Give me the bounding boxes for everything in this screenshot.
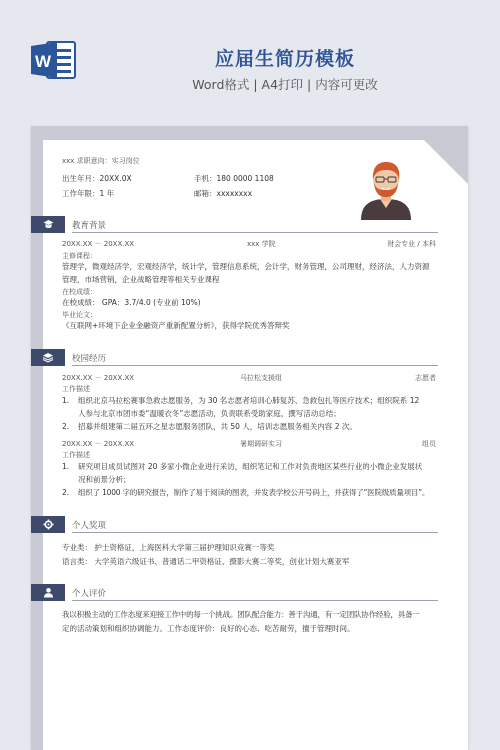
campus-2-org: 暑期调研实习: [240, 440, 282, 448]
gear-icon: [43, 519, 54, 530]
graduation-cap-icon: [43, 219, 54, 230]
page-top-bar: [43, 126, 468, 140]
awards-section-icon-box: [31, 516, 65, 533]
evaluation-section-icon-box: [31, 584, 65, 601]
campus-2-desc-label: 工作描述: [62, 451, 90, 459]
campus-2-date: 20XX.XX － 20XX.XX: [62, 440, 135, 448]
phone-number: 手机：180 0000 1108: [194, 174, 274, 183]
person-icon: [43, 587, 54, 598]
campus-2-role: 组员: [422, 440, 436, 448]
section-divider: [72, 232, 438, 233]
thesis: 《互联网+环境下企业金融资产重新配置分析》，获得学院优秀答辩奖: [62, 321, 290, 330]
campus-1-date: 20XX.XX － 20XX.XX: [62, 374, 135, 382]
layers-icon: [42, 352, 54, 363]
campus-1-org: 马拉松支援组: [240, 374, 282, 382]
job-intent: xxx 求职意向：实习岗位: [62, 157, 140, 165]
birth-date: 出生年月：20XX.0X: [62, 174, 132, 183]
page-corner-decoration: [410, 126, 468, 184]
section-divider: [72, 365, 438, 366]
courses-line-2: 管理，市场营销，企业战略管理等相关专业课程: [62, 275, 220, 284]
promo-title: 应届生简历模板: [214, 48, 355, 70]
courses-label: 主修课程：: [62, 252, 97, 260]
campus-section-icon-box: [31, 349, 65, 366]
avatar: [357, 158, 415, 220]
education-section-icon-box: [31, 216, 65, 233]
section-title-education: 教育背景: [72, 221, 107, 231]
work-years: 工作年限：1 年: [62, 189, 115, 198]
education-major: 财会专业 / 本科: [387, 240, 436, 248]
grades: 在校成绩： GPA：3.7/4.0 (专业前 10%): [62, 298, 201, 307]
thesis-label: 毕业论文：: [62, 311, 97, 319]
courses-line-1: 管理学，微观经济学，宏观经济学，统计学，管理信息系统，会计学，财务管理，公司理财，经济法，人力资源: [62, 262, 430, 271]
evaluation-line-1: 我以积极主动的工作态度来迎接工作中的每一个挑战。团队配合能力：善于沟通，有一定团队协作经验，具备一: [62, 610, 420, 619]
svg-text:W: W: [35, 52, 52, 71]
evaluation-line-2: 定的活动策划和组织协调能力。工作态度评价：良好的心态、吃苦耐劳，擅于管理时间。: [62, 624, 355, 633]
section-title-evaluation: 个人评价: [72, 589, 107, 599]
section-title-awards: 个人奖项: [72, 521, 107, 531]
education-school: xxx 学院: [247, 240, 276, 248]
education-date: 20XX.XX － 20XX.XX: [62, 240, 135, 248]
promo-subtitle: Word格式 | A4打印 | 内容可更改: [192, 77, 378, 92]
awards-professional: 专业类： 护士资格证，上海医科大学第三届护理知识竞赛一等奖: [62, 543, 275, 552]
campus-1-desc-label: 工作描述: [62, 385, 90, 393]
email: 邮箱：xxxxxxxx: [194, 189, 253, 198]
word-logo-icon: [31, 40, 77, 80]
grades-label: 在校成绩：: [62, 288, 97, 296]
awards-language: 语言类： 大学英语六级证书、普通话二甲资格证、摄影大赛二等奖，创业计划大赛亚军: [62, 557, 350, 566]
section-divider: [72, 600, 438, 601]
section-title-campus: 校园经历: [72, 354, 107, 364]
campus-1-role: 志愿者: [415, 374, 436, 382]
section-divider: [72, 532, 438, 533]
